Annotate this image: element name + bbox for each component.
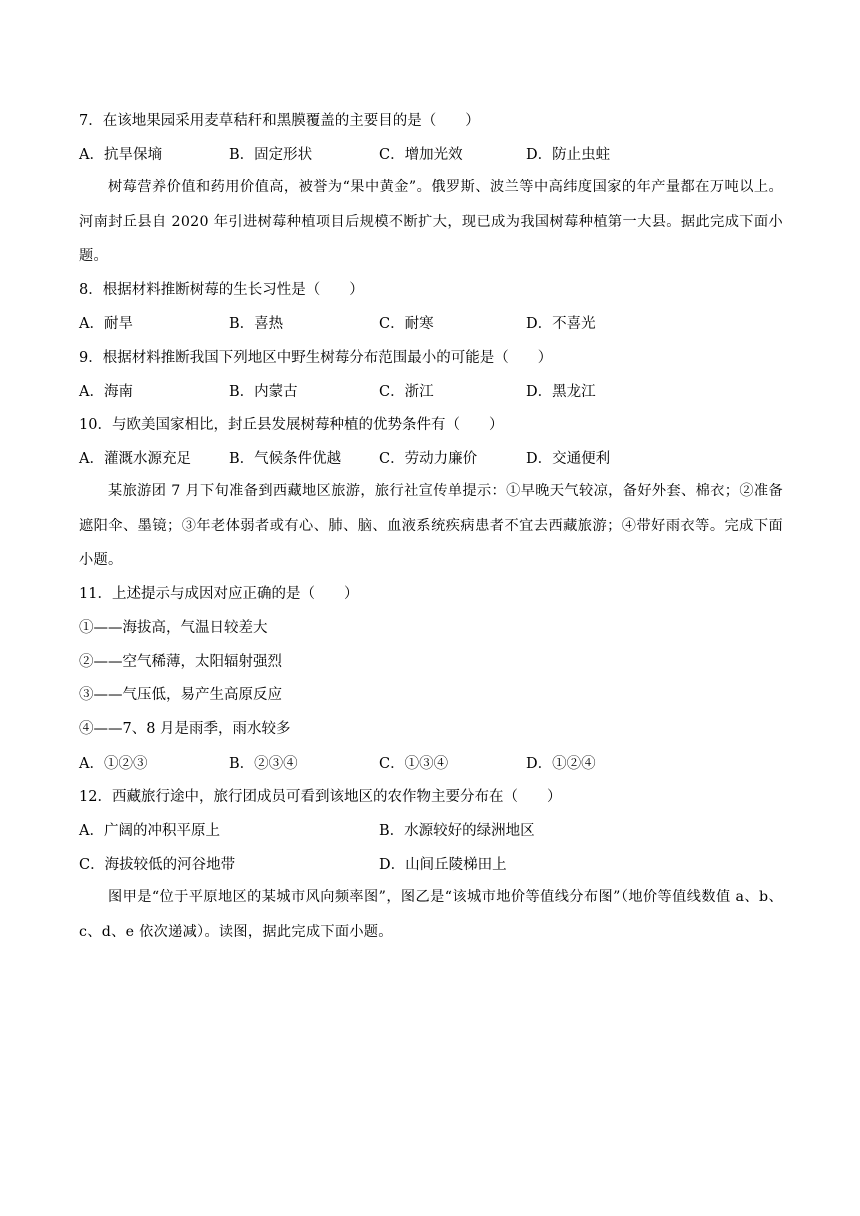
question-9-stem: 9．根据材料推断我国下列地区中野生树莓分布范围最小的可能是（ ）: [79, 350, 553, 366]
question-7-stem: 7．在该地果园采用麦草秸秆和黑膜覆盖的主要目的是（ ）: [79, 113, 480, 129]
question-11-options: [79, 754, 783, 774]
question-12-option-b: B．水源较好的绿洲地区: [379, 823, 535, 839]
question-11-option-d: D．①②④: [526, 756, 596, 772]
question-7-option-a: A．抗旱保墒: [79, 147, 162, 163]
question-11-option-a: A．①②③: [79, 756, 148, 772]
question-9-option-c: C．浙江: [379, 384, 434, 400]
question-12-options-row-2: [79, 855, 783, 875]
question-12-options-row-1: [79, 821, 783, 841]
question-12-option-c: C．海拔较低的河谷地带: [79, 857, 236, 873]
question-12-stem: 12．西藏旅行途中，旅行团成员可看到该地区的农作物主要分布在（ ）: [79, 789, 562, 805]
question-10-option-c: C．劳动力廉价: [379, 451, 478, 467]
question-8-option-c: C．耐寒: [379, 316, 434, 332]
question-10-stem: 10．与欧美国家相比，封丘县发展树莓种植的优势条件有（ ）: [79, 417, 504, 433]
question-7-option-c: C．增加光效: [379, 147, 463, 163]
question-9-option-b: B．内蒙古: [229, 384, 298, 400]
question-10-option-d: D．交通便利: [526, 451, 611, 467]
question-11-item-1: ①——海拔高，气温日较差大: [79, 620, 268, 636]
question-10-options: [79, 449, 783, 469]
question-7-options: [79, 145, 783, 165]
question-8-option-b: B．喜热: [229, 316, 284, 332]
material-city-land-price: 图甲是“位于平原地区的某城市风向频率图”，图乙是“该城市地价等值线分布图”（地价等值线数值 a、b、c、d、e 依次递减）。读图，据此完成下面小题。: [79, 889, 783, 940]
question-11-item-3: ③——气压低，易产生高原反应: [79, 687, 282, 703]
question-9-option-d: D．黑龙江: [526, 384, 596, 400]
question-11-item-4: ④——7、8 月是雨季，雨水较多: [79, 721, 291, 737]
question-8-stem: 8．根据材料推断树莓的生长习性是（ ）: [79, 282, 364, 298]
question-8-option-d: D．不喜光: [526, 316, 596, 332]
question-11-option-b: B．②③④: [229, 756, 298, 772]
material-tibet-tour: 某旅游团 7 月下旬准备到西藏地区旅游，旅行社宣传单提示：①早晚天气较凉，备好外套、棉衣；②准备遮阳伞、墨镜；③年老体弱者或有心、肺、脑、血液系统疾病患者不宜去西藏旅游；④带好雨衣等。完成下面小题。: [79, 483, 783, 568]
question-11-item-2: ②——空气稀薄，太阳辐射强烈: [79, 654, 282, 670]
question-11-option-c: C．①③④: [379, 756, 449, 772]
question-10-option-b: B．气候条件优越: [229, 451, 342, 467]
question-9-options: [79, 382, 783, 402]
question-12-option-a: A．广阔的冲积平原上: [79, 823, 220, 839]
question-8-option-a: A．耐旱: [79, 316, 133, 332]
question-12-option-d: D．山间丘陵梯田上: [379, 857, 507, 873]
question-8-options: [79, 314, 783, 334]
material-raspberry: 树莓营养价值和药用价值高，被誉为“果中黄金”。俄罗斯、波兰等中高纬度国家的年产量都在万吨以上。河南封丘县自 2020 年引进树莓种植项目后规模不断扩大，现已成为我国树莓种植第一大县。据此完成下面小题。: [79, 179, 783, 264]
question-7-option-b: B．固定形状: [229, 147, 313, 163]
question-10-option-a: A．灌溉水源充足: [79, 451, 191, 467]
question-11-stem: 11．上述提示与成因对应正确的是（ ）: [79, 586, 359, 602]
question-7-option-d: D．防止虫蛀: [526, 147, 611, 163]
question-9-option-a: A．海南: [79, 384, 133, 400]
